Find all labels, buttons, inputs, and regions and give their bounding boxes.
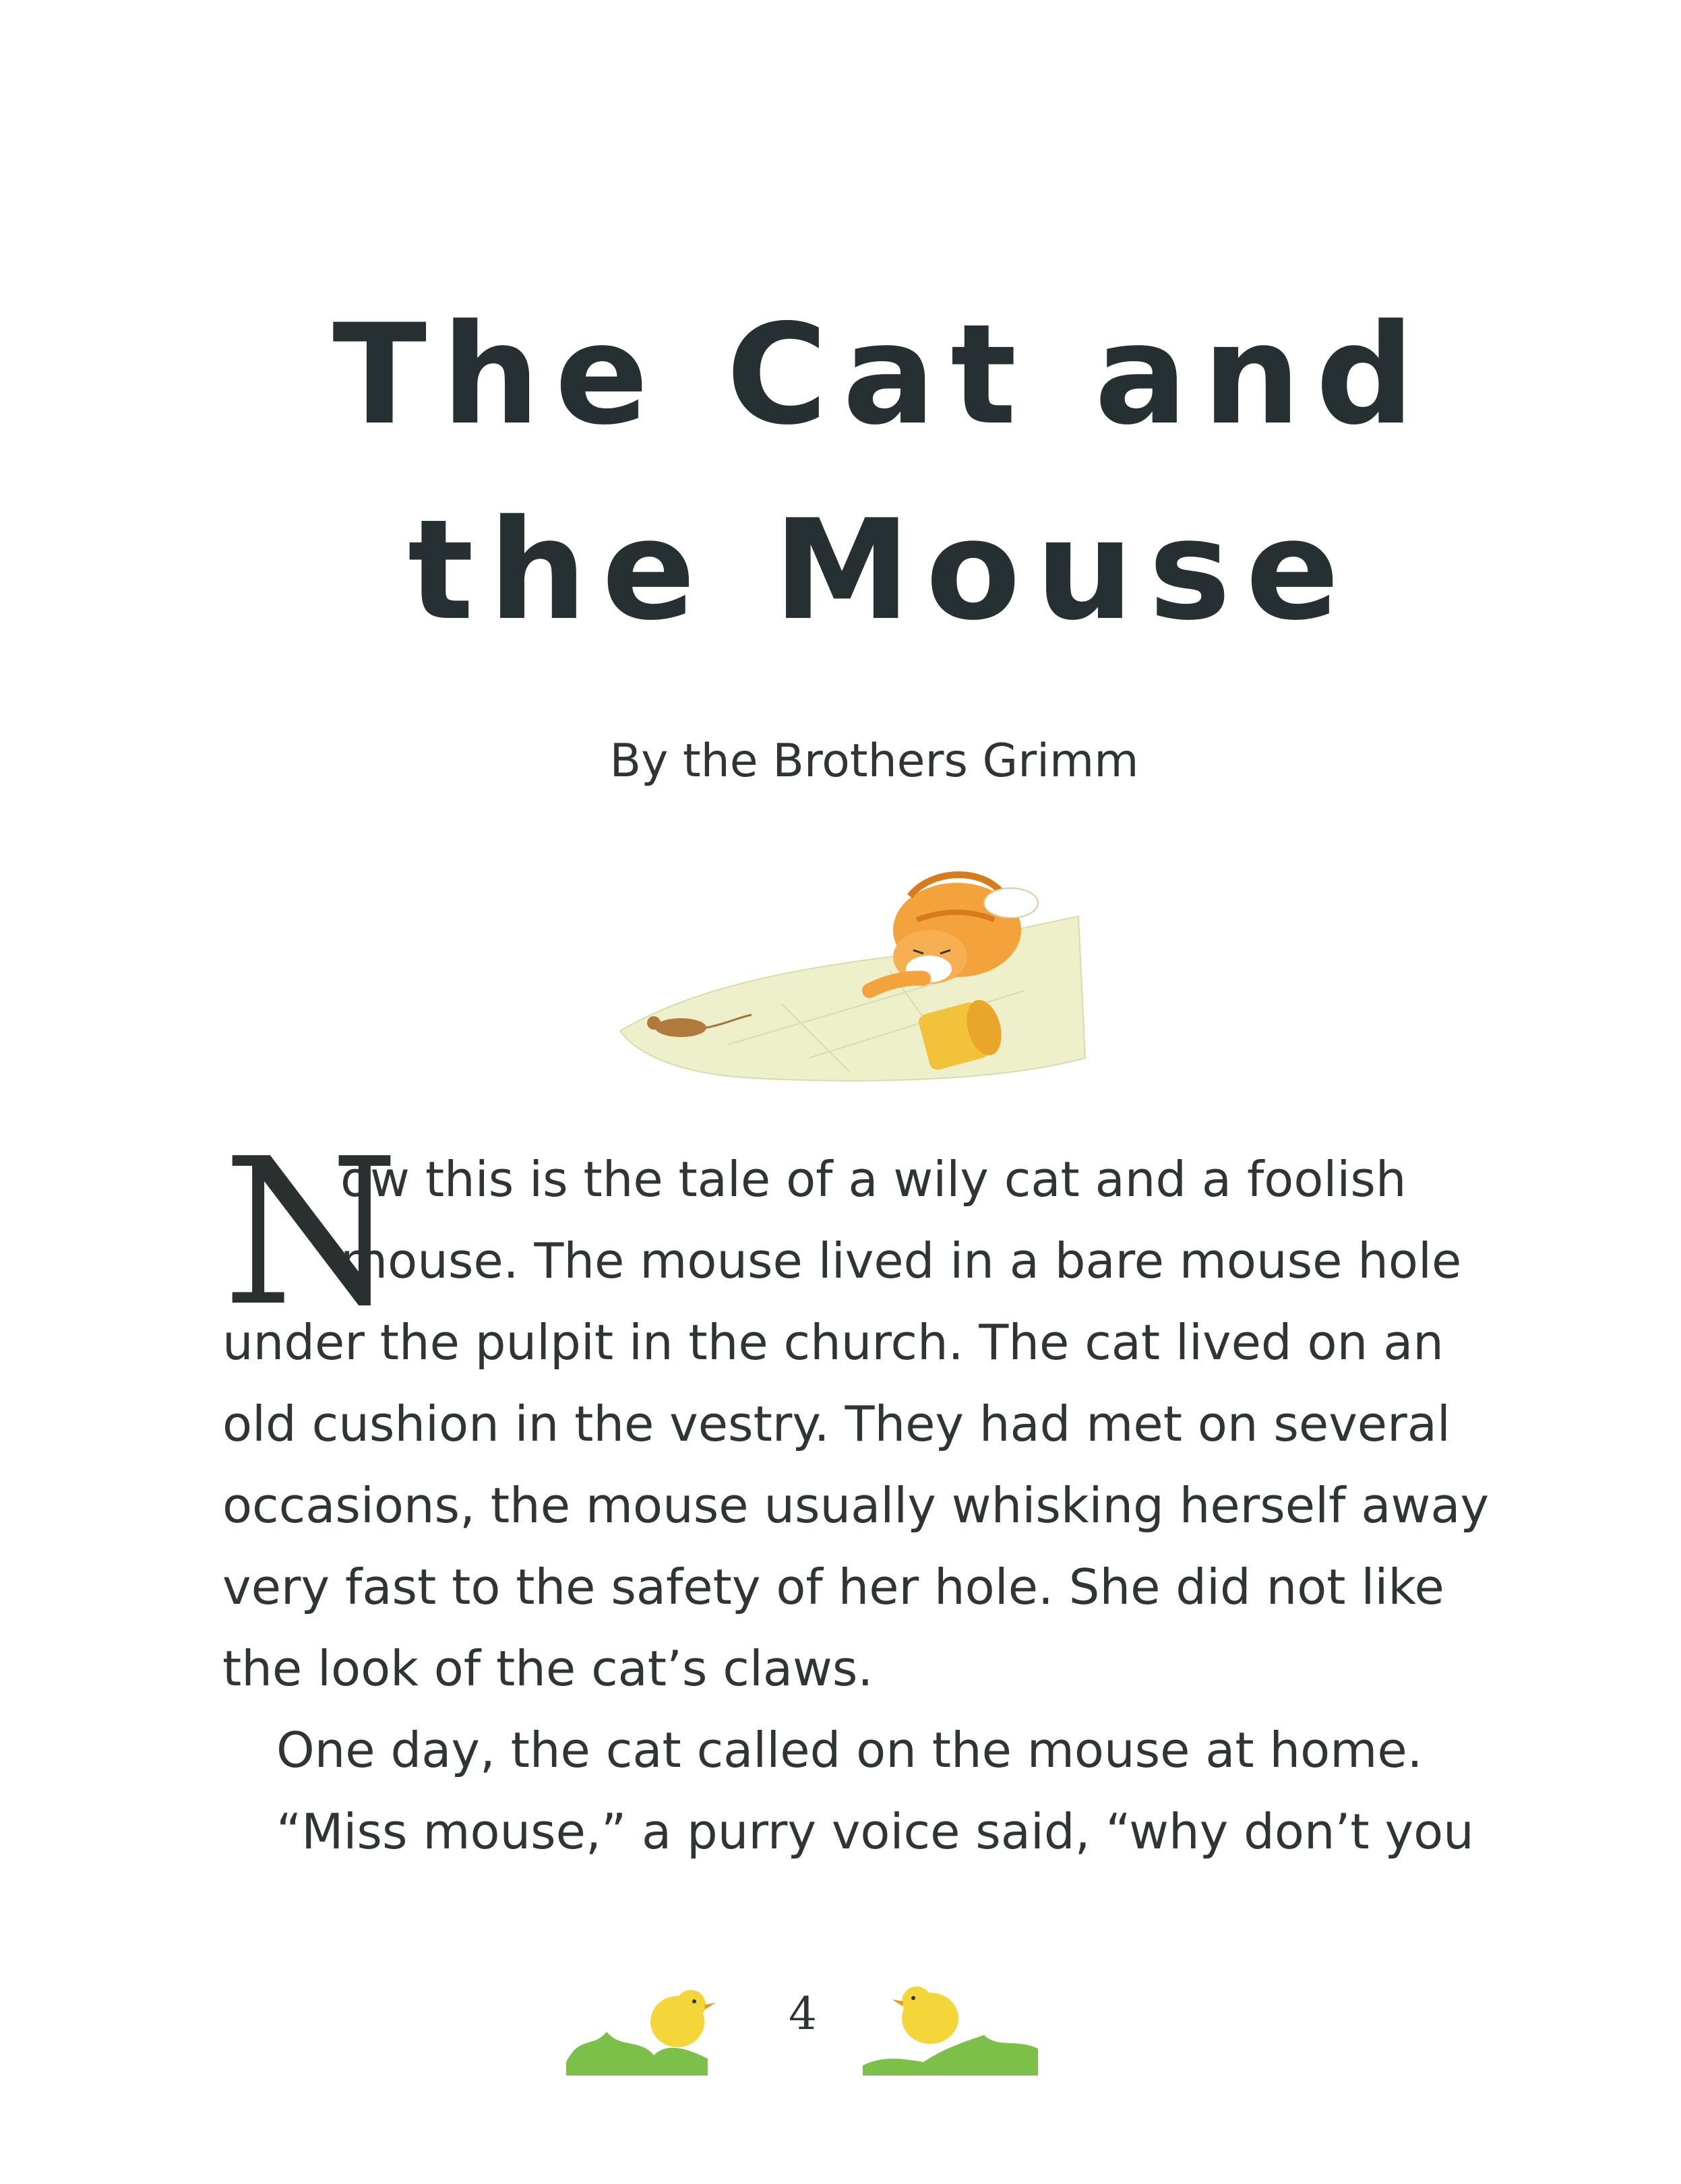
chick-on-grass-left	[566, 1990, 716, 2076]
text-line: under the pulpit in the church. The cat lived on an	[222, 1314, 1444, 1371]
text-line: mouse. The mouse lived in a bare mouse hole	[340, 1233, 1462, 1289]
text-line: old cushion in the vestry. They had met on several	[222, 1396, 1450, 1452]
page-number: 4	[789, 1988, 817, 2040]
cat-and-mouse-illustration	[607, 856, 1092, 1098]
text-line: occasions, the mouse usually whisking herself away	[222, 1477, 1490, 1534]
text-line: very fast to the safety of her hole. She did not like	[222, 1559, 1444, 1615]
story-text	[222, 1115, 1490, 1873]
drop-cap: N	[222, 1115, 400, 1350]
story-title-line-1: The Cat and	[332, 295, 1430, 456]
story-title-line-2: the Mouse	[407, 491, 1355, 651]
chick-on-grass-right	[863, 1987, 1038, 2076]
text-line: the look of the cat’s claws.	[222, 1640, 874, 1697]
text-line: ow this is the tale of a wily cat and a foolish	[340, 1151, 1407, 1208]
footer-decoration	[553, 1974, 1092, 2089]
text-line: One day, the cat called on the mouse at home.	[276, 1722, 1423, 1778]
author-byline: By the Brothers Grimm	[609, 735, 1139, 788]
text-line: “Miss mouse,” a purry voice said, “why don’t you	[276, 1803, 1474, 1860]
